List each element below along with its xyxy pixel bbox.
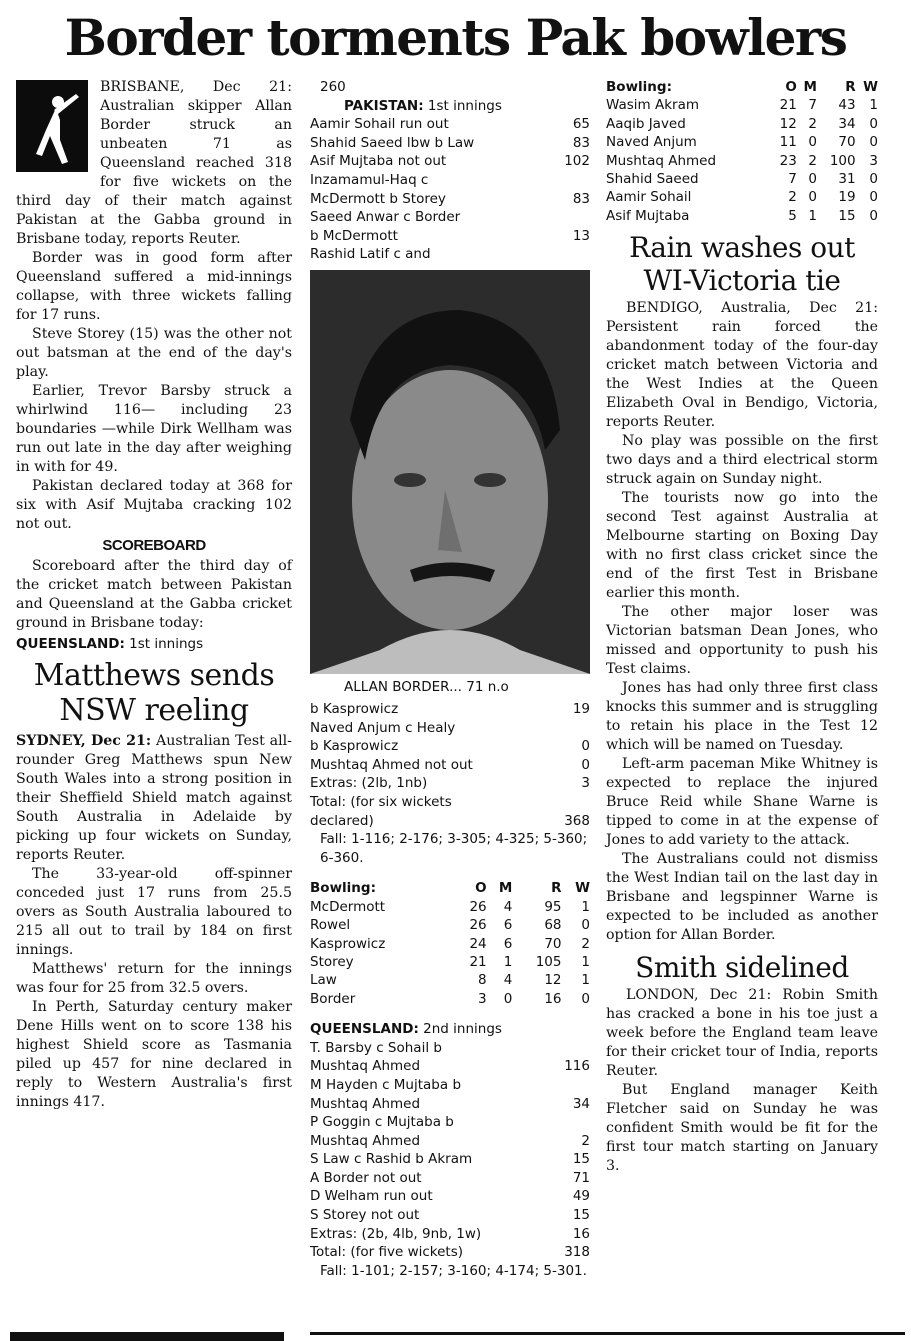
wickets-value: 0 [581,990,590,1007]
story1-paragraph: Earlier, Trevor Barsby struck a whirlwind 116— including 23 boundaries —while Dirk Wellham was run out late in the day after weighing in with for 49. [16,383,292,475]
maidens-value: 4 [503,972,513,989]
overs-value: 24 [469,935,487,952]
runs-value: 15 [572,1151,590,1168]
story1-dateline: BRISBANE, Dec 21: [100,79,292,95]
bowler-name: Kasprowicz [310,935,386,952]
score-row [310,190,590,209]
runs-value [550,1076,590,1095]
header-overs: O [475,880,487,897]
bowling-row [606,115,878,133]
header-overs: O [785,79,797,95]
story3-dateline: BENDIGO, Australia, Dec 21: [626,300,878,317]
score-row [310,1150,590,1169]
batsman-entry: Naved Anjum c Healy [310,719,456,736]
bowler-name: Aamir Sohail [606,189,692,206]
batsman-entry: Total: (for five wickets) [310,1244,464,1261]
bowling-row [606,170,878,188]
overs-value: 21 [779,97,797,114]
story3-paragraph: The tourists now go into the second Test against Australia at Melbourne starting on Boxing Day with no first class cricket since the end of the first Test in Brisbane earlier this month. [606,490,878,602]
batsman-entry: declared) [310,812,374,829]
runs-value: 68 [544,917,562,934]
queensland-batting-list [310,1039,590,1262]
story3-paragraph: Left-arm paceman Mike Whitney is expected to replace the injured Bruce Reid while Shane Warne is tipped to come in at the expense of Jones to add variety to the attack. [606,756,878,849]
maidens-value: 0 [503,990,513,1007]
maidens-value: 1 [808,207,817,224]
runs-value: 105 [535,953,562,970]
maidens-value: 0 [808,189,817,206]
story1-paragraph: Pakistan declared today at 368 for six with Asif Mujtaba cracking 102 not out. [16,478,292,532]
runs-value: 43 [838,97,856,114]
score-row [310,774,590,793]
runs-value: 368 [564,812,590,829]
score-row [310,1187,590,1206]
score-row [310,245,590,264]
runs-value: 70 [838,134,856,151]
batsman-entry: Extras: (2b, 4lb, 9nb, 1w) [310,1225,482,1242]
story2-paragraph: The 33-year-old off-spinner conceded just 17 runs from 25.5 overs as South Australia laboured to 215 all out to trail by 184 on first innings. [16,865,292,958]
bowler-name: Storey [310,953,354,970]
overs-value: 8 [478,972,487,989]
batsman-entry: Mushtaq Ahmed [310,1132,421,1149]
wickets-value: 1 [581,953,590,970]
wickets-value: 2 [581,935,590,952]
overs-value: 21 [469,953,487,970]
score-row [310,700,590,719]
batsman-entry: S Storey not out [310,1207,420,1224]
story1-lead: Australian skipper Allan Border struck an unbeaten 71 as Queensland reached 318 for five wickets on the third day of their match against Pakistan at the Gabba ground in Brisbane today, reports Reuter. [16,98,292,247]
runs-value: 34 [572,1095,590,1112]
bowler-name: Naved Anjum [606,134,697,151]
story3-lead: Persistent rain forced the abandonment today of the four-day cricket match between Victoria and the West Indies at the Queen Elizabeth Oval in Bendigo, Victoria, reports Reuter. [606,319,878,431]
runs-value: 102 [564,153,590,170]
overs-value: 11 [779,134,797,151]
story4-paragraph: But England manager Keith Fletcher said on Sunday he was confident Smith would be fit for the first tour match starting on January 3. [606,1082,878,1175]
scoreboard-heading: SCOREBOARD [102,537,206,554]
story2-lead: Australian Test all-rounder Greg Matthews spun New South Wales into a strong position in their Sheffield Shield match against South Australia in Adelaide by picking up four wickets on Sunday, reports Reuter. [16,732,292,863]
wickets-value: 0 [581,917,590,934]
bowling-header-label: Bowling: [606,79,672,95]
maidens-value: 2 [808,152,817,169]
queensland-innings-label: QUEENSLAND: 1st innings [16,636,204,652]
runs-value: 13 [572,227,590,244]
bottom-rule-right [310,1332,905,1335]
overs-value: 7 [788,171,797,188]
photo-caption: ALLAN BORDER... 71 n.o [344,678,509,695]
runs-value: 16 [544,990,562,1007]
story4-headline: Smith sidelined [635,951,849,985]
batsman-entry: P Goggin c Mujtaba b [310,1114,454,1131]
runs-value [550,1039,590,1058]
story3-paragraph: Jones has had only three first class knocks this summer and is struggling to retain his place in the Test 12 which will be named on Tuesday. [606,680,878,754]
bowling-row [606,207,878,225]
story1-paragraph: Border was in good form after Queensland suffered a mid-innings collapse, with three wickets falling for 17 runs. [16,250,292,323]
overs-value: 2 [788,189,797,206]
score-row [310,134,590,153]
batsman-entry: b Kasprowicz [310,738,399,755]
score-row [310,1113,590,1132]
bowler-name: Border [310,990,356,1007]
runs-value: 71 [572,1169,590,1186]
wickets-value: 3 [869,152,878,169]
runs-value: 318 [564,1244,590,1261]
runs-value [550,208,590,227]
maidens-value: 0 [808,134,817,151]
overs-value: 5 [788,207,797,224]
header-runs: R [845,79,856,95]
runs-value: 0 [581,738,590,755]
batsman-entry: M Hayden c Mujtaba b [310,1076,462,1093]
runs-value [550,245,590,264]
score-row [310,1169,590,1188]
story3-headline: Rain washes out WI-Victoria tie [629,231,855,298]
bowling-row [310,898,590,916]
bowling-row [606,133,878,151]
story2-paragraph: In Perth, Saturday century maker Dene Hills went on to score 138 his highest Shield score as Tasmania piled up 457 for nine declared in reply to Western Australia's first innings 417. [16,998,292,1110]
batsman-entry: Rashid Latif c and [310,246,431,263]
score-row [310,115,590,134]
score-row [310,1039,590,1058]
bowler-name: Wasim Akram [606,97,700,114]
story2-dateline: SYDNEY, Dec 21: [16,732,152,749]
score-row [310,1095,590,1114]
bowler-name: Asif Mujtaba [606,207,690,224]
batsman-entry: S Law c Rashid b Akram [310,1151,473,1168]
bowling-row [606,188,878,206]
wickets-value: 0 [869,134,878,151]
header-maidens: M [498,880,513,897]
batsman-entry: Total: (for six wickets [310,793,452,810]
pakistan-bowling-table [606,78,878,225]
batsman-entry: Asif Mujtaba not out [310,153,447,170]
bowler-name: Mushtaq Ahmed [606,152,717,169]
score-row [310,1076,590,1095]
score-row [310,756,590,775]
score-row [310,1225,590,1244]
score-row [310,812,590,831]
batsman-entry: Mushtaq Ahmed not out [310,756,473,773]
story3-paragraph: The Australians could not dismiss the West Indian tail on the last day in Brisbane and legspinner Warne is expected to be included as another option for Allan Border. [606,851,878,944]
score-row [310,1243,590,1262]
score-row [310,793,590,812]
bowling-row [310,935,590,953]
runs-value: 95 [544,898,562,915]
batsman-entry: T. Barsby c Sohail b [310,1039,442,1056]
maidens-value: 0 [808,171,817,188]
australian-bowling-table [310,879,590,1008]
queensland-2nd-innings-label: QUEENSLAND: 2nd innings [310,1021,502,1038]
story2-paragraph: Matthews' return for the innings was four for 25 from 32.5 overs. [16,960,292,996]
maidens-value: 4 [503,898,513,915]
runs-value: 0 [581,756,590,773]
score-row [310,171,590,190]
runs-value [550,1113,590,1132]
runs-value: 19 [838,189,856,206]
runs-value [550,171,590,190]
queensland-fall-of-wickets: Fall: 1-101; 2-157; 3-160; 4-174; 5-301. [320,1262,587,1279]
scoreboard-intro: Scoreboard after the third day of the cricket match between Pakistan and Queensland at the Gabba cricket ground in Brisbane today: [16,558,292,631]
batsman-entry: Inzamamul-Haq c [310,171,429,188]
maidens-value: 6 [503,935,513,952]
runs-value: 3 [581,775,590,792]
maidens-value: 2 [808,115,817,132]
story4-dateline: LONDON, Dec 21: [626,987,772,1004]
runs-value: 83 [572,190,590,207]
score-row [310,208,590,227]
runs-value [550,719,590,738]
batsman-entry: A Border not out [310,1169,422,1186]
wickets-value: 0 [869,115,878,132]
bowler-name: Shahid Saeed [606,171,699,188]
bowling-row [606,96,878,114]
batsman-entry: b Kasprowicz [310,700,399,717]
wickets-value: 1 [869,97,878,114]
score-row [310,152,590,171]
header-maidens: M [803,79,817,95]
maidens-value: 7 [808,97,817,114]
bowling-row [310,953,590,971]
header-runs: R [551,880,562,897]
column-2 [310,78,590,1280]
overs-value: 23 [779,152,797,169]
runs-value: 83 [572,134,590,151]
overs-value: 26 [469,898,487,915]
wickets-value: 0 [869,207,878,224]
bowling-row [310,971,590,989]
maidens-value: 6 [503,917,513,934]
story4-lead: Robin Smith has cracked a bone in his toe just a week before the England team leave for their cricket tour of India, reports Reuter. [606,987,878,1080]
maidens-value: 1 [503,953,513,970]
pakistan-batting-list-continued [310,700,590,830]
bottom-rule-left [10,1332,284,1341]
batsman-entry: Mushtaq Ahmed [310,1095,421,1112]
batsman-entry: D Welham run out [310,1188,433,1205]
batsman-entry: Extras: (2lb, 1nb) [310,775,428,792]
column-1 [16,78,292,1112]
pakistan-innings-label: PAKISTAN: 1st innings [344,97,502,114]
overs-value: 26 [469,917,487,934]
runs-value: 12 [544,972,562,989]
score-row [310,737,590,756]
column-3 [606,78,878,1176]
pakistan-fall-of-wickets: Fall: 1-116; 2-176; 3-305; 4-325; 5-360; 6-360. [320,831,588,866]
runs-value: 15 [838,207,856,224]
runs-value: 16 [572,1225,590,1242]
overs-value: 3 [478,990,487,1007]
bowler-name: Rowel [310,917,351,934]
header-wickets: W [575,880,590,897]
runs-value [550,793,590,812]
score-row [310,719,590,738]
score-row [310,1057,590,1076]
allan-border-photo [310,270,590,674]
batsman-entry: McDermott b Storey [310,190,446,207]
score-row [310,1132,590,1151]
story2-headline: Matthews sends NSW reeling [33,657,275,728]
runs-value: 34 [838,115,856,132]
bowling-row [310,990,590,1008]
runs-value: 116 [564,1058,590,1075]
wickets-value: 0 [869,189,878,206]
bowling-row [606,152,878,170]
carryover-value: 260 [320,79,346,95]
batsman-entry: b McDermott [310,227,398,244]
runs-value: 19 [572,700,590,717]
overs-value: 12 [779,115,797,132]
wickets-value: 1 [581,972,590,989]
runs-value: 2 [581,1132,590,1149]
batsman-entry: Aamir Sohail run out [310,116,449,133]
header-wickets: W [863,79,878,95]
wickets-value: 1 [581,898,590,915]
runs-value: 100 [829,152,856,169]
runs-value: 65 [572,116,590,133]
bowler-name: Aaqib Javed [606,115,686,132]
pakistan-batting-list [310,115,590,264]
bowler-name: McDermott [310,898,386,915]
bowling-header-label: Bowling: [310,880,376,897]
runs-value: 70 [544,935,562,952]
batsman-entry: Saeed Anwar c Border [310,209,461,226]
main-headline: Border torments Pak bowlers [64,8,847,67]
runs-value: 31 [838,171,856,188]
score-row [310,1206,590,1225]
batsman-entry: Mushtaq Ahmed [310,1058,421,1075]
story3-paragraph: The other major loser was Victorian batsman Dean Jones, who missed and opportunity to push his Test claims. [606,604,878,678]
runs-value: 15 [572,1207,590,1224]
batsman-entry: Shahid Saeed lbw b Law [310,134,475,151]
cricket-batsman-icon [16,80,88,172]
story3-paragraph: No play was possible on the first two days and a third electrical storm struck again on Sunday night. [606,433,878,488]
bottom-rule [0,1328,911,1341]
wickets-value: 0 [869,171,878,188]
score-row [310,227,590,246]
story1-paragraph: Steve Storey (15) was the other not out batsman at the end of the day's play. [16,326,292,380]
runs-value: 49 [572,1188,590,1205]
bowling-row [310,916,590,934]
bowler-name: Law [310,972,337,989]
